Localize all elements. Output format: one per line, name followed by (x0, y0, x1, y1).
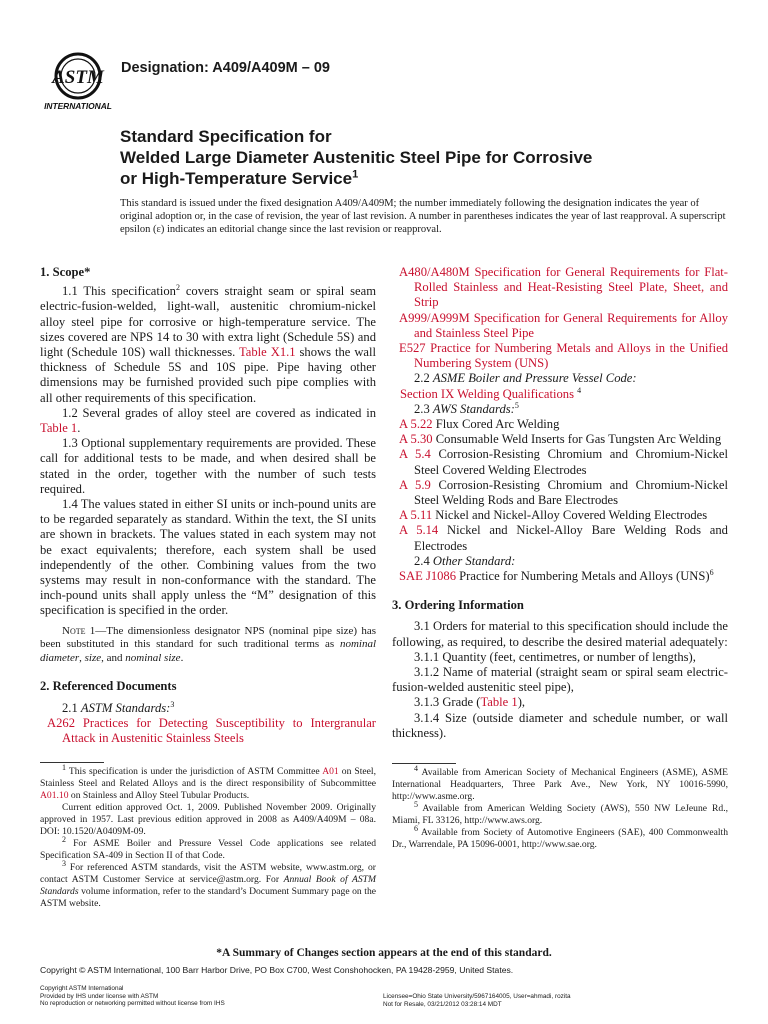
footnote-4: $^4$ Available from American Society of Mechanical Engineers (ASME), ASME International Headquarters, Three Park Ave., New York, NY 10016-5990, http://www.asme.org. (392, 763, 728, 803)
note-1: Note 1—The dimensionless designator NPS (nominal pipe size) has been substituted in this standard for such traditional terms as nominal diameter, size, and nominal size. (40, 624, 376, 664)
title-footnote-mark[interactable]: 1 (352, 168, 359, 181)
ref-aws-4: A 5.11 Nickel and Nickel-Alloy Covered Welding Electrodes (399, 508, 708, 523)
aws-link[interactable]: A 5.30 (399, 432, 433, 447)
section-2-2: 2.2 ASME Boiler and Pressure Vessel Code: (414, 371, 637, 386)
ref-aws-0: A 5.22 Flux Cored Arc Welding (399, 417, 560, 432)
section-2-1: 2.1 ASTM Standards:$^3$ (62, 699, 175, 715)
section-1-1: 1.1 This specification$^2$ covers straight seam or spiral seam electric-fusion-welded, light-wall, austenitic chromium-nickel alloy steel pipe for corrosive or high-temperature service. The sizes covered are NPS 14 to 30 with extra light (Schedule 5S) and light (Schedule 10S) wall thicknesses. Table X1.1 shows the wall thickness of Schedule 5S and 10S pipe. Pipe having other dimensions may be furnished provided such pipe complies with all other requirements of this specification. (40, 283, 376, 405)
aws-link[interactable]: A 5.22 (399, 417, 433, 432)
ref-a480: A480/A480M Specification for General Requirements for Flat-Rolled Stainless and Heat-Resisting Steel Plate, Sheet, and Strip (399, 265, 728, 310)
section-2-3: 2.3 AWS Standards:$^5$ (414, 400, 519, 416)
aws-link[interactable]: A 5.9 (399, 477, 431, 492)
footnote-3: $^3$ For referenced ASTM standards, visit the ASTM website, www.astm.org, or contact ASTM Customer Service at service@astm.org. For Annual Book of ASTM Standards volume information, refer to the standard’s Document Summary page on the ASTM website. (40, 859, 376, 910)
footnote-2: $^2$ For ASME Boiler and Pressure Vessel Code applications see related Specification SA-409 in Section II of that Code. (40, 835, 376, 862)
ordering-heading: 3. Ordering Information (392, 598, 524, 613)
license-right-line-1: Licensee=Ohio State University/5967164005, User=ahmadi, rozita (383, 993, 571, 1000)
ref-aws-3: A 5.9 Corrosion-Resisting Chromium and Chromium-Nickel Steel Welding Rods and Bare Electrodes (399, 477, 728, 508)
title-line-2: Welded Large Diameter Austenitic Steel Pipe for Corrosive (120, 148, 593, 167)
logo-letters: ASTM (52, 67, 104, 88)
ref-e527: E527 Practice for Numbering Metals and Alloys in the Unified Numbering System (UNS) (399, 341, 728, 371)
title-line-3-text: or High-Temperature Service (120, 169, 353, 188)
section-1-4: 1.4 The values stated in either SI units or inch-pound units are to be regarded separately as standard. Within the text, the SI units are shown in brackets. The values stated in each system may not be exact equivalents; therefore, each system shall be used independently of the other. Combining values from the two systems may result in non-conformance with the standard. The inch-pound units shall apply unless the “M” designation of this specification is specified in the order. (40, 497, 376, 618)
a01-10-link[interactable]: A01.10 (40, 790, 69, 802)
section-3-1-1: 3.1.1 Quantity (feet, centimetres, or number of lengths), (414, 649, 696, 664)
ref-aws-1: A 5.30 Consumable Weld Inserts for Gas Tungsten Arc Welding (399, 432, 722, 447)
license-left-line-1: Copyright ASTM International (40, 985, 124, 992)
referenced-documents-heading: 2. Referenced Documents (40, 679, 177, 694)
a262-link[interactable]: A262 (47, 715, 75, 730)
footnote-6: $^6$ Available from Society of Automotive Engineers (SAE), 400 Commonwealth Dr., Warrendale, PA 15096-0001, http://www.sae.org. (392, 823, 728, 851)
footnotes-right (392, 763, 728, 851)
license-left-line-2: Provided by IHS under license with ASTM (40, 992, 159, 1000)
section-1-3: 1.3 Optional supplementary requirements are provided. These call for additional tests to be made, and when desired shall be stated in the order, together with the number of such tests required. (40, 436, 376, 496)
ref-aws-2: A 5.4 Corrosion-Resisting Chromium and Chromium-Nickel Steel Covered Welding Electrodes (399, 447, 728, 477)
footnotes-left (40, 763, 376, 910)
e527-link[interactable]: E527 (399, 341, 426, 356)
license-left-line-3: No reproduction or networking permitted without license from IHS (40, 1000, 225, 1008)
ref-a999: A999/A999M Specification for General Requirements for Alloy and Stainless Steel Pipe (399, 310, 728, 340)
ref-a262: A262 Practices for Detecting Susceptibility to Intergranular Attack in Austenitic Stainless Steels (47, 715, 376, 746)
section-2-4: 2.4 Other Standard: (414, 553, 516, 568)
asme-link[interactable]: Section IX Welding Qualifications (400, 386, 574, 401)
license-right (383, 993, 571, 1008)
astm-logo-icon (40, 50, 116, 112)
left-column (40, 265, 376, 910)
issued-note: This standard is issued under the fixed designation A409/A409M; the number immediately following the designation indicates the year of original adoption or, in the case of revision, the year of last revision. A number in parentheses indicates the year of last reapproval. A superscript epsilon (ε) indicates an editorial change since the last revision or reapproval. (120, 198, 726, 235)
right-column (392, 265, 728, 851)
a999-link[interactable]: A999/A999M (399, 310, 470, 325)
table-1-link[interactable]: Table 1 (480, 695, 518, 710)
section-1-2: 1.2 Several grades of alloy steel are covered as indicated in Table 1. (40, 405, 376, 436)
aws-link[interactable]: A 5.11 (399, 508, 433, 523)
footnote-5: $^5$ Available from American Welding Society (AWS), 550 NW LeJeune Rd., Miami, FL 33126, http://www.aws.org. (392, 799, 728, 827)
a01-link[interactable]: A01 (322, 766, 339, 778)
ref-asme: Section IX Welding Qualifications $^4$ (400, 385, 582, 401)
title-line-1: Standard Specification for (120, 127, 332, 146)
a480-link[interactable]: A480/A480M (399, 265, 470, 279)
ref-sae: SAE J1086 Practice for Numbering Metals and Alloys (UNS)$^6$ (399, 567, 714, 584)
ref-aws-5: A 5.14 Nickel and Nickel-Alloy Bare Welding Rods and Electrodes (399, 523, 728, 553)
footnote-1-edition: Current edition approved Oct. 1, 2009. Published November 2009. Originally approved in 1957. Last previous edition approved in 2008 as A409/A409M – 08a. DOI: 10.1520/A0409M-09. (40, 802, 376, 838)
aws-link[interactable]: A 5.4 (399, 447, 431, 462)
scope-heading: 1. Scope* (40, 265, 91, 279)
section-3-1-3: 3.1.3 Grade (Table 1), (414, 695, 526, 710)
license-left (40, 985, 225, 1008)
footnote-1: $^1$ This specification is under the jurisdiction of ASTM Committee A01 on Steel, Stainless Steel and Related Alloys and is the direct responsibility of Subcommittee A01.10 on Stainless and Alloy Steel Tubular Products. (40, 763, 376, 802)
section-3-1-4: 3.1.4 Size (outside diameter and schedule number, or wall thickness). (392, 710, 728, 740)
logo-text: INTERNATIONAL (44, 101, 112, 111)
sae-link[interactable]: SAE J1086 (399, 569, 457, 584)
copyright-line: Copyright © ASTM International, 100 Barr Harbor Drive, PO Box C700, West Conshohocken, PA 19428-2959, United States. (40, 965, 514, 975)
title-line-3 (120, 168, 740, 189)
aws-link[interactable]: A 5.14 (399, 523, 439, 538)
astm-logo (40, 50, 116, 112)
title-block (120, 126, 740, 189)
license-right-line-2: Not for Resale, 03/21/2012 03:28:14 MDT (383, 1000, 502, 1008)
table-x1-1-link[interactable]: Table X1.1 (238, 345, 296, 360)
designation: Designation: A409/A409M – 09 (121, 60, 330, 76)
table-1-link[interactable]: Table 1 (40, 421, 78, 436)
summary-of-changes-note: *A Summary of Changes section appears at the end of this standard. (216, 947, 552, 959)
section-3-1-2: 3.1.2 Name of material (straight seam or spiral seam electric-fusion-welded austenitic steel pipe), (392, 665, 728, 695)
section-3-1: 3.1 Orders for material to this specification should include the following, as required, to describe the desired material adequately: (392, 619, 728, 649)
